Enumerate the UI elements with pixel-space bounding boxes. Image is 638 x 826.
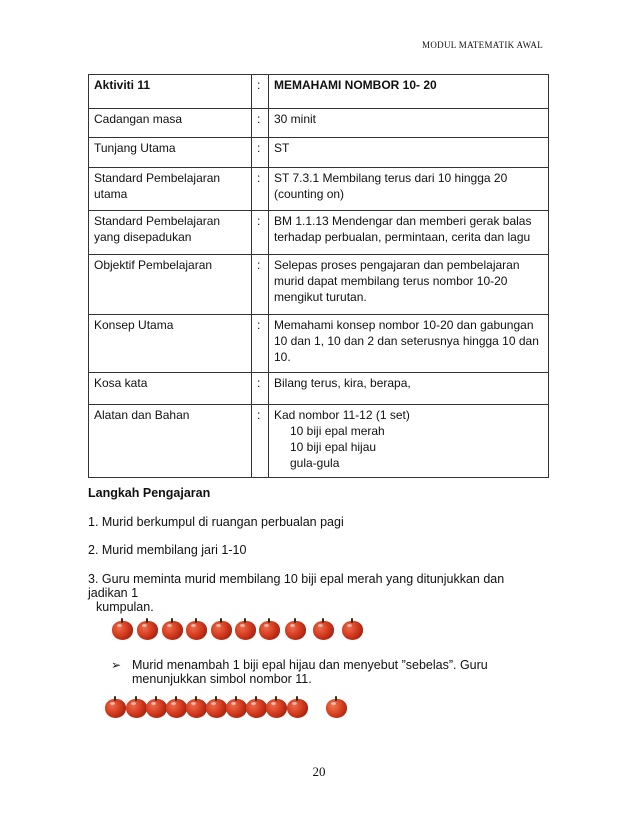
row-label: Aktiviti 11 [89,75,252,109]
red-apple-icon [259,621,280,640]
page-number: 20 [312,764,326,779]
running-header: MODUL MATEMATIK AWAL [422,40,543,50]
steps-heading: Langkah Pengajaran [88,486,211,500]
red-apple-icon [186,621,207,640]
row-colon: : [252,211,269,255]
red-apple-icon [211,621,232,640]
red-apple-icon [246,699,267,718]
bullet-line-1: Murid menambah 1 biji epal hijau dan menyebut ”sebelas”. Guru [132,658,488,672]
step-3-line-3: kumpulan. [96,600,154,614]
red-apple-icon [112,621,133,640]
table-row [89,211,549,255]
row-value: MEMAHAMI NOMBOR 10- 20 [269,75,549,109]
row-value: Bilang terus, kira, berapa, [269,373,549,405]
table-row [89,109,549,138]
row-value: Selepas proses pengajaran dan pembelajaran murid dapat membilang terus nombor 10-20 mengikut turutan. [269,255,549,315]
row-label: Standard Pembelajaran yang disepadukan [89,211,252,255]
red-apple-icon [285,621,306,640]
row-label: Konsep Utama [89,315,252,373]
row-colon: : [252,168,269,211]
table-row [89,75,549,109]
row-value: ST 7.3.1 Membilang terus dari 10 hingga 20 (counting on) [269,168,549,211]
red-apple-icon [235,621,256,640]
activity-info-table [88,74,549,478]
row-colon: : [252,75,269,109]
red-apple-icon [266,699,287,718]
row-colon: : [252,373,269,405]
step-3-line-2: jadikan 1 [88,586,139,600]
row-colon: : [252,405,269,478]
red-apple-icon [313,621,334,640]
table-row [89,168,549,211]
red-apple-icon [186,699,207,718]
material-item: 10 biji epal merah [290,424,385,438]
step-2: 2. Murid membilang jari 1-10 [88,543,247,557]
row-value: 30 minit [269,109,549,138]
red-apple-icon [226,699,247,718]
row-colon: : [252,138,269,168]
red-apple-icon [146,699,167,718]
bullet-line-2: menunjukkan simbol nombor 11. [132,672,312,686]
table-row [89,255,549,315]
row-label: Kosa kata [89,373,252,405]
table-row [89,315,549,373]
material-item: 10 biji epal hijau [290,440,377,454]
row-label: Tunjang Utama [89,138,252,168]
red-apple-icon [287,699,308,718]
material-item: gula-gula [290,456,340,470]
row-value: BM 1.1.13 Mendengar dan memberi gerak balas terhadap perbualan, permintaan, cerita dan lagu [269,211,549,255]
material-item: Kad nombor 11-12 (1 set) [274,408,410,422]
green-apple-icon [326,699,347,718]
row-value: ST [269,138,549,168]
row-colon: : [252,109,269,138]
row-colon: : [252,255,269,315]
row-label: Cadangan masa [89,109,252,138]
row-label: Alatan dan Bahan [89,405,252,478]
table-row [89,138,549,168]
red-apple-icon [126,699,147,718]
arrow-bullet-icon: ➢ [111,658,122,672]
table-row [89,373,549,405]
red-apple-icon [105,699,126,718]
row-value [269,405,549,478]
step-1: 1. Murid berkumpul di ruangan perbualan pagi [88,515,344,529]
row-label: Standard Pembelajaran utama [89,168,252,211]
step-3-line-1: 3. Guru meminta murid membilang 10 biji epal merah yang ditunjukkan dan [88,572,505,586]
red-apple-icon [166,699,187,718]
row-label: Objektif Pembelajaran [89,255,252,315]
red-apple-icon [342,621,363,640]
row-colon: : [252,315,269,373]
red-apple-icon [137,621,158,640]
row-value: Memahami konsep nombor 10-20 dan gabungan 10 dan 1, 10 dan 2 dan seterusnya hingga 10 dan 10. [269,315,549,373]
table-row [89,405,549,478]
red-apple-icon [162,621,183,640]
red-apple-icon [206,699,227,718]
